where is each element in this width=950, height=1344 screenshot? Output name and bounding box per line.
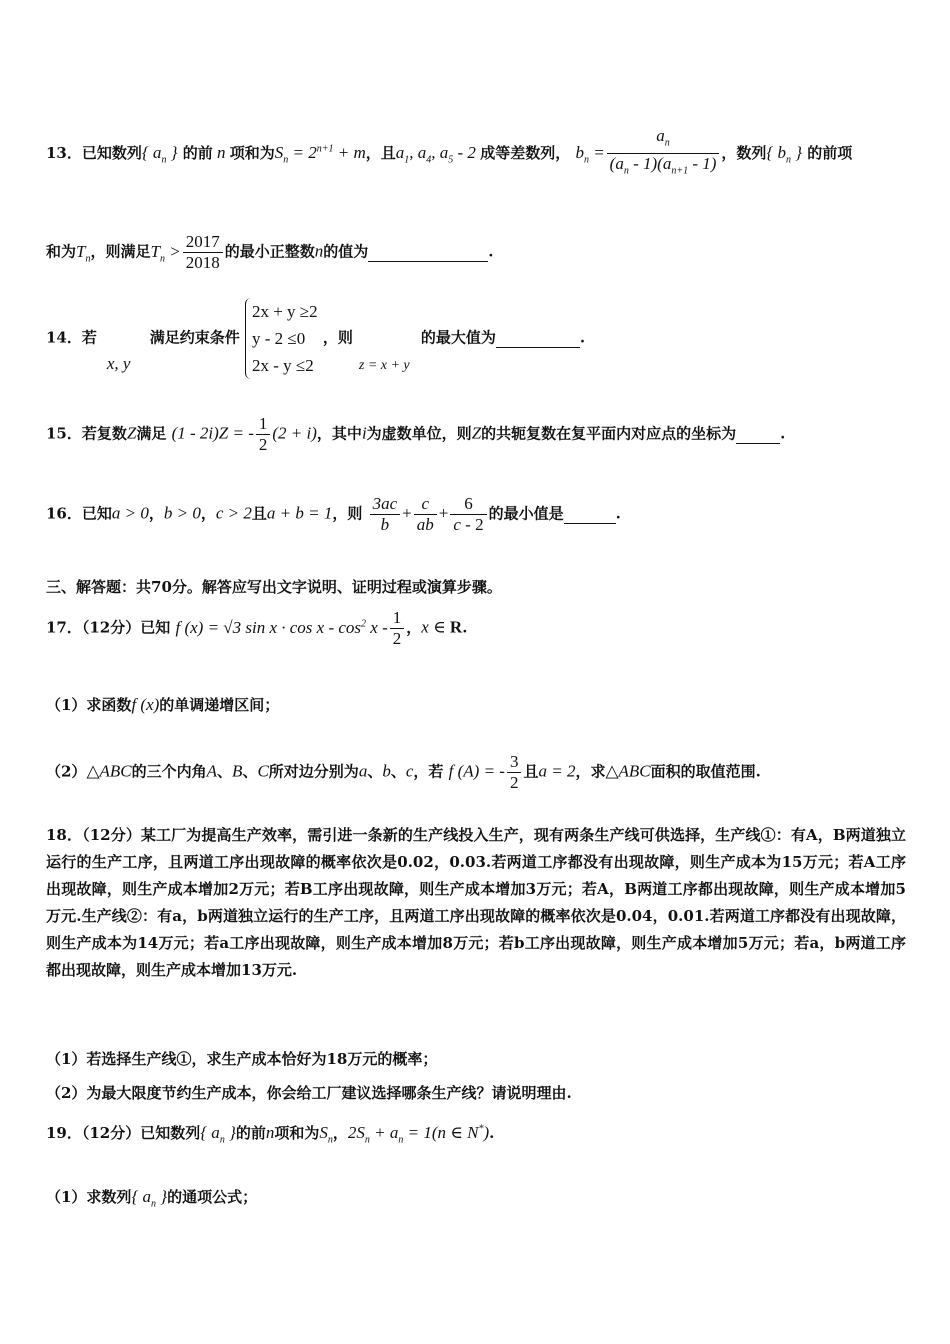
answer-blank[interactable] bbox=[736, 425, 780, 444]
q13-line2: 和为$T_n$，则满足$T_n$ > $\frac{2017}{2018}$ 的最小正整数n的值为 . bbox=[46, 232, 494, 272]
section-heading: 三、解答题：共70分。解答应写出文字说明、证明过程或演算步骤。 bbox=[46, 578, 502, 596]
bn-fraction: $\frac{a_n}{(a_n - 1)(a_{n+1} - 1)}$ bbox=[607, 126, 720, 182]
q18-body: 18．（12分）某工厂为提高生产效率，需引进一条新的生产线投入生产，现有两条生产线可供选择，生产线①：有A，B两道独立运行的生产工序，且两道工序出现故障的概率依次是0.02，0.03.若两道工序都没有出现故障，则生产成本为15万元；若A工序出现故障，则生产成本增加2万元；若B工序出现故障，则生产成本增加3万元；若A，B两道工序都出现故障，则生产成本增加5万元.生产线②：有a，b两道独立运行的生产工序，且两道工序出现故障的概率依次是0.04，0.01.若两道工序都没有出现故障，则生产成本为14万元；若a工序出现故障，则生产成本增加8万元；若b工序出现故障，则生产成本增加5万元；若a，b两道工序都出现故障，则生产成本增加13万元. bbox=[46, 826, 906, 979]
q13-line1: 13．已知数列{ $a_n$ } 的前 n 项和为$S_n = 2^{n+1} + m$，且$a_1$, $a_4$, $a_5 - 2$ 成等差数列， $b_n$ = $\frac{a_n}{(a_n - 1)(a_{n+1} - 1)}$ ，数列{ $b_n$ } 的前项 bbox=[46, 126, 852, 182]
q16: 16．已知a > 0，b > 0，c > 2且a + b = 1，则 $\frac{3ac}{b}$ + $\frac{c}{ab}$ + $\frac{6}{c - 2}$ 的最小值是 . bbox=[46, 494, 621, 534]
constraint-system: 2x + y ≥2 y - 2 ≤0 2x - y ≤2 bbox=[245, 298, 318, 379]
answer-blank[interactable] bbox=[496, 329, 580, 348]
q19: 19．（12分）已知数列{ $a_n$ }的前n项和为$S_n$，$2S_n + a_n = 1(n$ ∈ N*). bbox=[46, 1123, 495, 1146]
answer-blank[interactable] bbox=[368, 243, 488, 262]
q18-part1: （1）若选择生产线①，求生产成本恰好为18万元的概率； bbox=[46, 1050, 438, 1068]
q17-part1: （1）求函数f (x)的单调递增区间； bbox=[46, 695, 280, 714]
q14: 14．若x, y 满足约束条件 2x + y ≥2 y - 2 ≤0 2x - y ≤2 ，则z = x + y 的最大值为 . bbox=[46, 298, 585, 379]
q19-part1: （1）求数列{ $a_n$ }的通项公式； bbox=[46, 1187, 258, 1210]
q17-part2: （2）△ABC的三个内角A、B、C所对边分别为a、b、c，若 f (A) = - $\frac{3}{2}$ 且a = 2，求△ABC面积的取值范围. bbox=[46, 752, 761, 792]
q17: 17．（12分）已知 f (x) = √3 $\sin x \cdot \cos x - \cos^2 x$ - $\frac{1}{2}$ ，x ∈ R. bbox=[46, 608, 468, 648]
q18-part2: （2）为最大限度节约生产成本，你会给工厂建议选择哪条生产线？请说明理由. bbox=[46, 1084, 572, 1102]
q15: 15．若复数Z满足 (1 - 2i)Z = - $\frac{1}{2}$ (2 + i)，其中i为虚数单位，则Z的共轭复数在复平面内对应点的坐标为 . bbox=[46, 414, 786, 454]
answer-blank[interactable] bbox=[564, 505, 616, 524]
seq-a: { $a_n$ } bbox=[141, 142, 178, 166]
